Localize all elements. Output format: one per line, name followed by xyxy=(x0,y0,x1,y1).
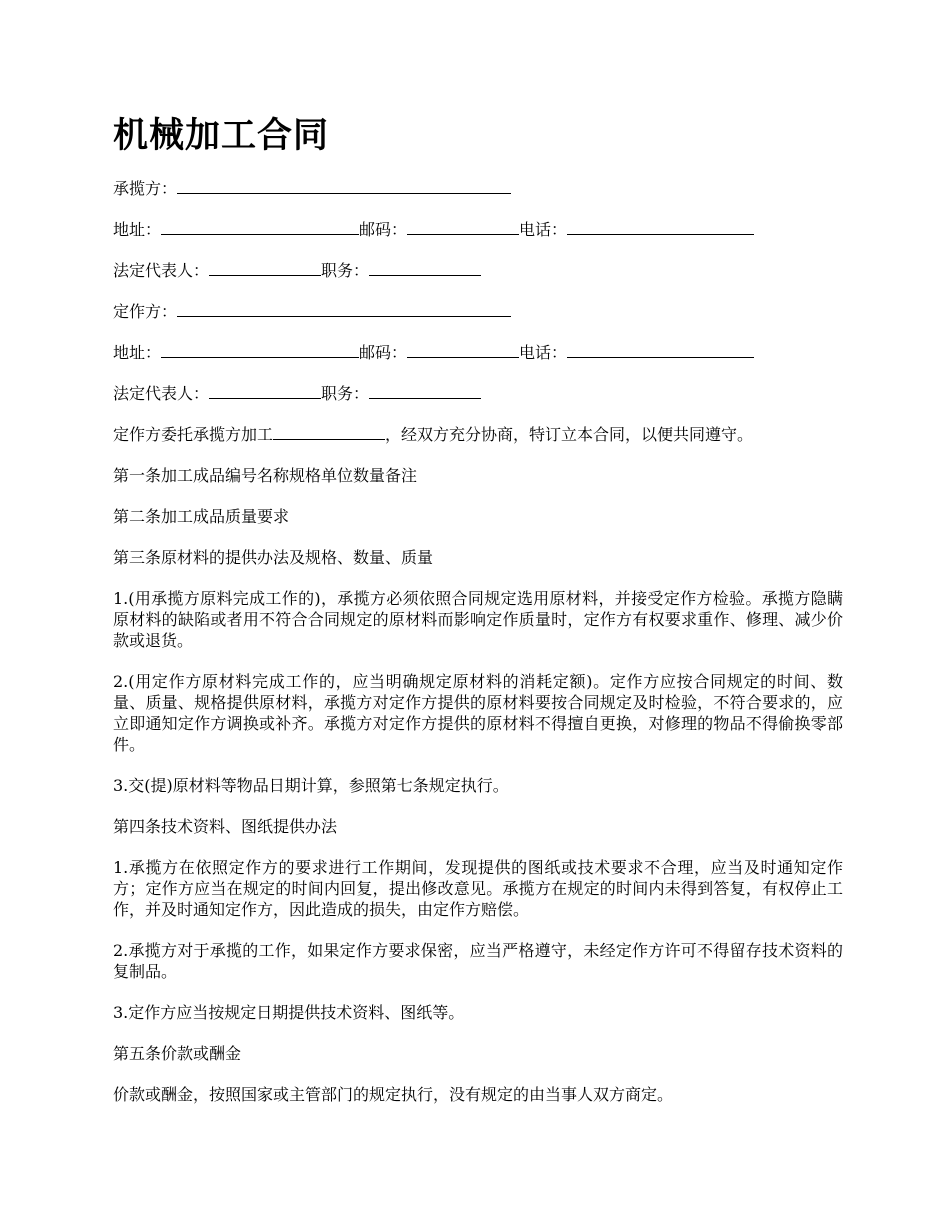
contractor-address-label: 地址： xyxy=(113,220,162,239)
contractor-address-blank xyxy=(161,219,359,235)
clause-4-item-3: 3.定作方应当按规定日期提供技术资料、图纸等。 xyxy=(113,1003,465,1022)
client-phone-label: 电话： xyxy=(519,343,568,362)
client-name-line xyxy=(113,301,843,322)
clause-1-heading: 第一条加工成品编号名称规格单位数量备注 xyxy=(113,466,418,485)
clause-4-item-2: 2.承揽方对于承揽的工作，如果定作方要求保密，应当严格遵守，未经定作方许可不得留存技术资料的复制品。 xyxy=(113,941,843,981)
contract-page xyxy=(113,112,843,1125)
processing-item-blank xyxy=(273,424,385,440)
client-phone-blank xyxy=(567,342,754,358)
clause-3-item-3: 3.交(提)原材料等物品日期计算，参照第七条规定执行。 xyxy=(113,776,509,795)
contractor-postcode-label: 邮码： xyxy=(359,220,408,239)
clause-3-heading: 第三条原材料的提供办法及规格、数量、质量 xyxy=(113,548,434,567)
intro-text-after: ，经双方充分协商，特订立本合同，以便共同遵守。 xyxy=(385,425,754,444)
client-name-blank xyxy=(177,301,511,317)
contractor-phone-label: 电话： xyxy=(519,220,568,239)
client-position-label: 职务： xyxy=(321,384,370,403)
clause-5-text: 价款或酬金，按照国家或主管部门的规定执行，没有规定的由当事人双方商定。 xyxy=(113,1085,674,1104)
contractor-postcode-blank xyxy=(407,219,519,235)
client-label: 定作方： xyxy=(113,302,178,321)
client-position-blank xyxy=(369,383,481,399)
clause-3-item-1: 1.(用承揽方原料完成工作的)，承揽方必须依照合同规定选用原材料，并接受定作方检验。承揽方隐瞒原材料的缺陷或者用不符合合同规定的原材料而影响定作质量时，定作方有权要求重作、修理、减少价款或退货。 xyxy=(113,589,843,650)
client-address-label: 地址： xyxy=(113,343,162,362)
contractor-label: 承揽方： xyxy=(113,179,178,198)
client-legal-rep-blank xyxy=(209,383,321,399)
contractor-rep-line xyxy=(113,260,843,281)
clause-5-heading: 第五条价款或酬金 xyxy=(113,1044,242,1063)
clause-4-item-1: 1.承揽方在依照定作方的要求进行工作期间，发现提供的图纸或技术要求不合理，应当及时通知定作方；定作方应当在规定的时间内回复，提出修改意见。承揽方在规定的时间内未得到答复，有权停止工作，并及时通知定作方，因此造成的损失，由定作方赔偿。 xyxy=(113,858,843,919)
contractor-legal-rep-blank xyxy=(209,260,321,276)
clause-4-heading: 第四条技术资料、图纸提供办法 xyxy=(113,817,338,836)
intro-line xyxy=(113,424,843,445)
contractor-name-line xyxy=(113,178,843,199)
contractor-name-blank xyxy=(177,178,511,194)
intro-text-before: 定作方委托承揽方加工 xyxy=(113,425,274,444)
contractor-legal-rep-label: 法定代表人： xyxy=(113,261,210,280)
client-postcode-blank xyxy=(407,342,519,358)
client-legal-rep-label: 法定代表人： xyxy=(113,384,210,403)
clause-2-heading: 第二条加工成品质量要求 xyxy=(113,507,290,526)
contractor-contact-line xyxy=(113,219,843,240)
client-address-blank xyxy=(161,342,359,358)
contractor-position-blank xyxy=(369,260,481,276)
client-contact-line xyxy=(113,342,843,363)
client-postcode-label: 邮码： xyxy=(359,343,408,362)
contractor-position-label: 职务： xyxy=(321,261,370,280)
contractor-phone-blank xyxy=(567,219,754,235)
document-title: 机械加工合同 xyxy=(113,115,330,156)
clause-3-item-2: 2.(用定作方原材料完成工作的，应当明确规定原材料的消耗定额)。定作方应按合同规定的时间、数量、质量、规格提供原材料，承揽方对定作方提供的原材料要按合同规定及时检验，不符合要求的，应立即通知定作方调换或补齐。承揽方对定作方提供的原材料不得擅自更换，对修理的物品不得偷换零部件。 xyxy=(113,672,843,754)
client-rep-line xyxy=(113,383,843,404)
